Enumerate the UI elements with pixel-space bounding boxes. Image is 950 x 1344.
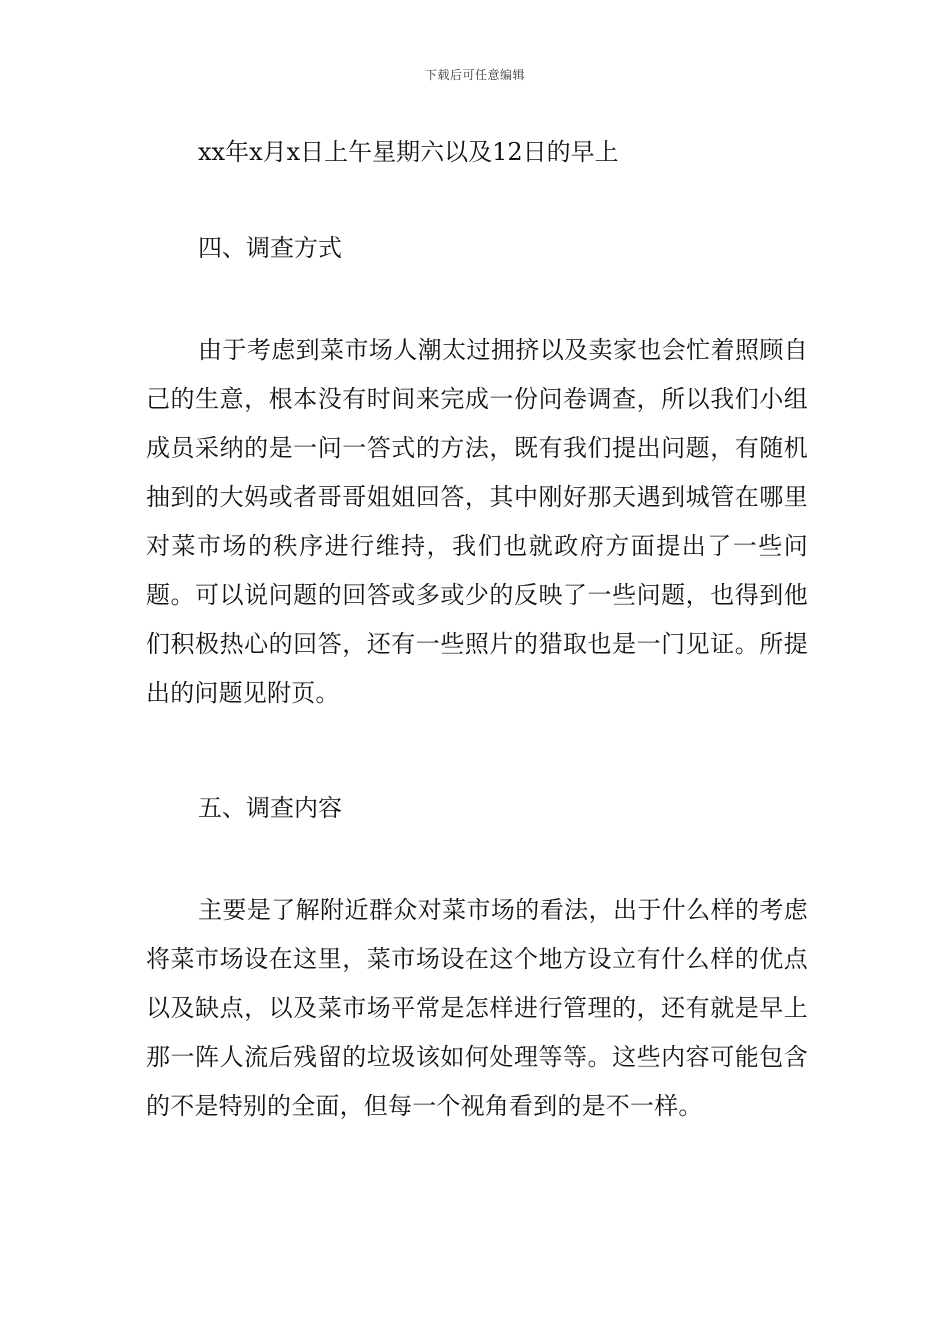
document-body [146,134,808,1131]
date-line: xx年x月x日上午星期六以及12日的早上 [198,138,619,166]
spacer [146,826,808,886]
section-5-paragraph: 主要是了解附近群众对菜市场的看法，出于什么样的考虑将菜市场设在这里，菜市场设在这个地方设立有什么样的优点以及缺点，以及菜市场平常是怎样进行管理的，还有就是早上那一阵人流后残留的垃圾该如何处理等等。这些内容可能包含的不是特别的全面，但每一个视角看到的是不一样。 [146,896,808,1120]
section-5-heading: 五、调查内容 [198,794,342,822]
spacer [146,718,808,790]
spacer [146,170,808,230]
header-note: 下载后可任意编辑 [424,68,525,82]
spacer [146,266,808,326]
section-4-paragraph: 由于考虑到菜市场人潮太过拥挤以及卖家也会忙着照顾自己的生意，根本没有时间来完成一份问卷调查，所以我们小组成员采纳的是一问一答式的方法，既有我们提出问题，有随机抽到的大妈或者哥哥姐姐回答，其中刚好那天遇到城管在哪里对菜市场的秩序进行维持，我们也就政府方面提出了一些问题。可以说问题的回答或多或少的反映了一些问题，也得到他们积极热心的回答，还有一些照片的猎取也是一门见证。所提出的问题见附页。 [146,336,808,707]
section-4-heading: 四、调查方式 [198,234,342,262]
